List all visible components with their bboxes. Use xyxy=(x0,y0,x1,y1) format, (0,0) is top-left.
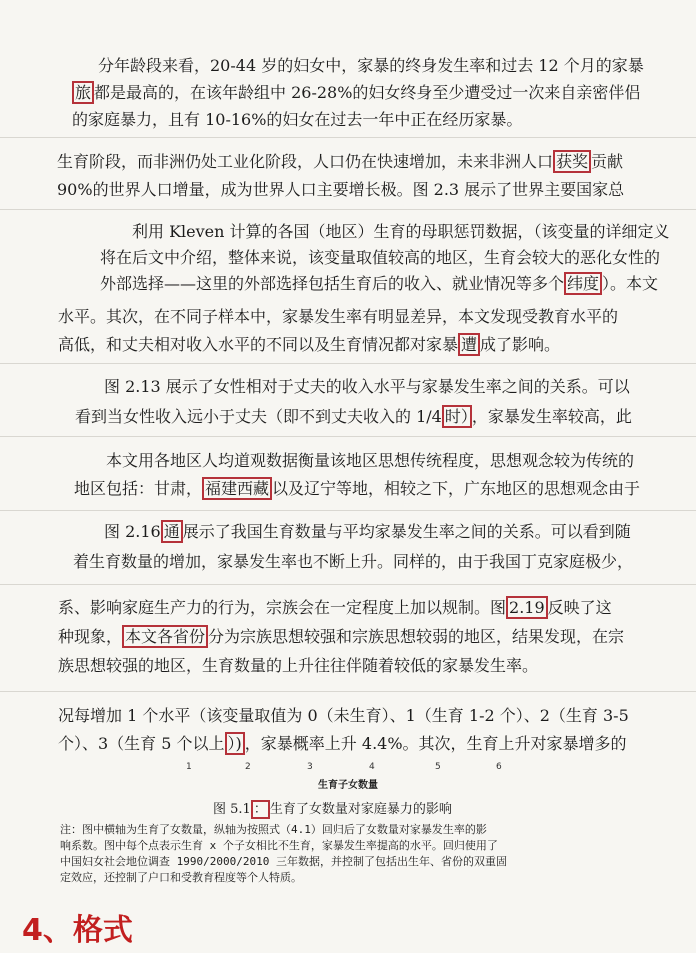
axis-tick: 2 xyxy=(245,762,251,772)
highlight-box: 2.19 xyxy=(506,596,548,619)
highlight-box: 通 xyxy=(161,520,183,543)
figure-note: 中国妇女社会地位调查 1990/2000/2010 三年数据，并控制了包括出生年、省份的双重固 xyxy=(60,855,507,868)
text-line: 旅 都是最高的，在该年龄组中 26-28%的妇女终身至少遭受过一次来自亲密伴侣 xyxy=(72,83,640,103)
axis-tick: 3 xyxy=(307,762,313,772)
highlight-box: 获奖 xyxy=(553,150,591,173)
figure-note: 注：图中横轴为生育了女数量，纵轴为按照式（4.1）回归后了女数量对家暴发生率的影 xyxy=(60,823,487,836)
axis-tick: 6 xyxy=(496,762,502,772)
text-line: 生育阶段，而非洲仍处工业化阶段，人口仍在快速增加，未来非洲人口 获奖 贡献 xyxy=(57,152,624,171)
highlight-box: 福建西藏 xyxy=(202,477,272,500)
text-line: 图 2.16 通 展示了我国生育数量与平均家暴发生率之间的关系。可以看到随 xyxy=(104,522,631,541)
text-line: 本文用各地区人均道观数据衡量该地区思想传统程度，思想观念较为传统的 xyxy=(106,451,635,470)
highlight-box: ： xyxy=(251,800,270,819)
figure-note: 定效应，还控制了户口和受教育程度等个人特质。 xyxy=(60,871,302,884)
text-line: 水平。其次，在不同子样本中，家暴发生率有明显差异，本文发现受教育水平的 xyxy=(58,307,619,326)
text-line: 着生育数量的增加，家暴发生率也不断上升。同样的，由于我国丁克家庭极少， xyxy=(73,552,634,571)
highlight-box: 时） xyxy=(442,405,472,428)
section-title: 4、格式 xyxy=(22,913,133,948)
text-line: 个）、3（生育 5 个以上 ）) ，家暴概率上升 4.4%。其次，生育上升对家暴增多的 xyxy=(58,734,627,753)
text-line: 高低，和丈夫相对收入水平的不同以及生育情况都对家暴 遭 成了影响。 xyxy=(58,335,561,354)
text-line: 的家庭暴力，且有 10-16%的妇女在过去一年中正在经历家暴。 xyxy=(72,110,523,129)
figure-note: 响系数。图中每个点表示生育 x 个子女相比不生育，家暴发生率提高的水平。回归使用了 xyxy=(60,839,498,852)
text-line: 90%的世界人口增量，成为世界人口主要增长极。图 2.3 展示了世界主要国家总 xyxy=(57,180,625,199)
highlight-box: 遭 xyxy=(458,333,480,356)
text-line: 况每增加 1 个水平（该变量取值为 0（未生育）、1（生育 1-2 个）、2（生育 3-5 xyxy=(58,706,629,725)
highlight-box: 纬度 xyxy=(564,272,602,295)
text-line: 族思想较强的地区，生育数量的上升往往伴随着较低的家暴发生率。 xyxy=(58,656,539,675)
axis-tick: 1 xyxy=(186,762,192,772)
figure-caption: 图 5.1 ： 生育了女数量对家庭暴力的影响 xyxy=(213,802,452,817)
highlight-box: ）) xyxy=(225,732,245,755)
text-line: 地区包括：甘肃， 福建西藏 以及辽宁等地，相较之下，广东地区的思想观念由于 xyxy=(74,479,641,498)
axis-title: 生育子女数量 xyxy=(318,780,378,791)
text-line: 分年龄段来看，20-44 岁的妇女中，家暴的终身发生率和过去 12 个月的家暴 xyxy=(98,56,644,75)
divider xyxy=(0,584,696,585)
text-line: 图 2.13 展示了女性相对于丈夫的收入水平与家暴发生率之间的关系。可以 xyxy=(104,377,630,396)
axis-tick: 4 xyxy=(369,762,375,772)
divider xyxy=(0,510,696,511)
text-line: 将在后文中介绍，整体来说，该变量取值较高的地区，生育会较大的恶化女性的 xyxy=(100,248,661,267)
text-line: 系、影响家庭生产力的行为，宗族会在一定程度上加以规制。图 2.19 反映了这 xyxy=(58,598,612,617)
highlight-box: 旅 xyxy=(72,81,94,104)
text-line: 外部选择——这里的外部选择包括生育后的收入、就业情况等多个 纬度 ）。本文 xyxy=(100,274,659,293)
text-line: 看到当女性收入远小于丈夫（即不到丈夫收入的 1/4 时） ，家暴发生率较高，此 xyxy=(75,407,632,426)
divider xyxy=(0,209,696,210)
divider xyxy=(0,363,696,364)
text-line: 利用 Kleven 计算的各国（地区）生育的母职惩罚数据，（该变量的详细定义 xyxy=(132,222,670,241)
divider xyxy=(0,137,696,138)
divider xyxy=(0,691,696,692)
divider xyxy=(0,436,696,437)
text-line: 种现象， 本文各省份 分为宗族思想较强和宗族思想较弱的地区，结果发现，在宗 xyxy=(58,627,625,646)
highlight-box: 本文各省份 xyxy=(122,625,208,648)
axis-tick: 5 xyxy=(435,762,441,772)
